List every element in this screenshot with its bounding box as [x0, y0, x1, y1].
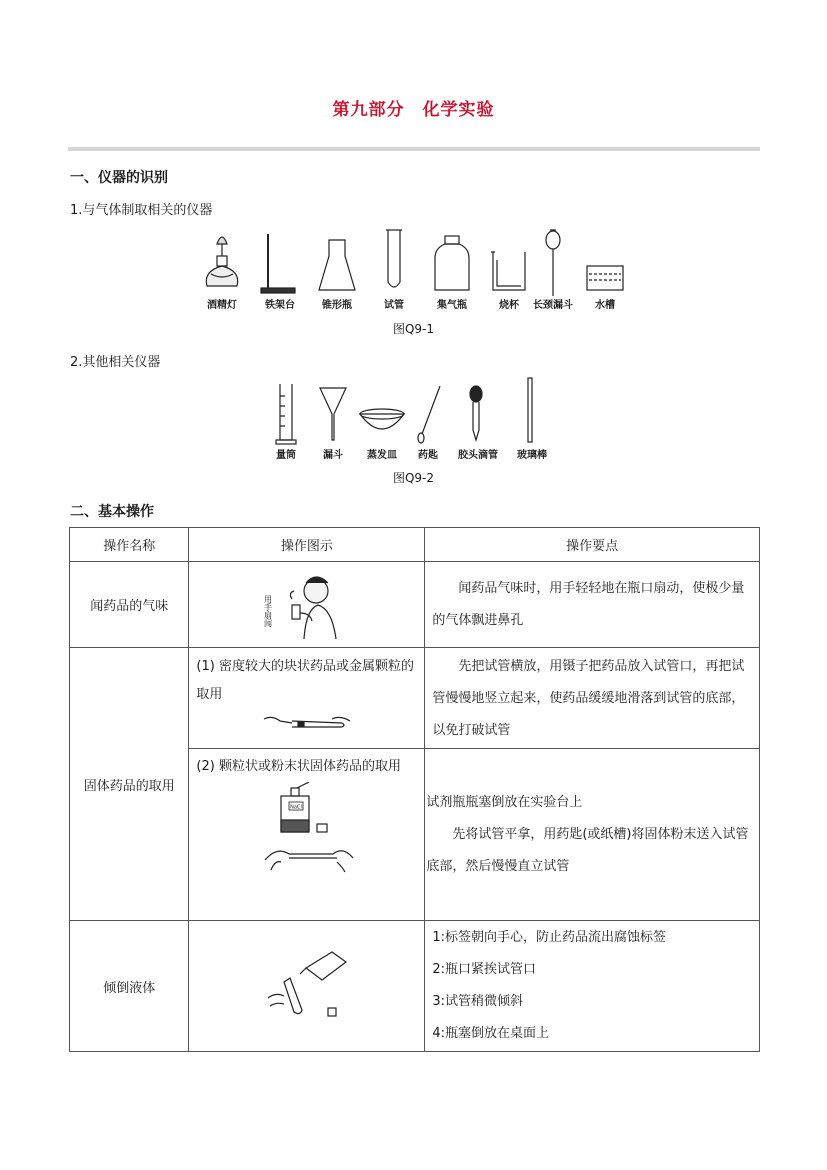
- table-row: [70, 921, 760, 1052]
- beaker-icon: [491, 252, 525, 290]
- fig1-label-0: 酒精灯: [207, 300, 237, 311]
- fig1-label-1: 铁架台: [265, 300, 295, 311]
- fig2-caption: 图Q9-2: [392, 471, 435, 485]
- figure-q9-2: [270, 374, 560, 464]
- fig2-label-3: 药匙: [418, 450, 438, 461]
- table-row: [70, 648, 760, 749]
- row3-point-1: 1:标签朝向手心，防止药品流出腐蚀标签: [432, 930, 666, 945]
- row2b-point1: 试剂瓶瓶塞倒放在实验台上: [426, 794, 583, 810]
- test-tube-icon: [386, 230, 402, 287]
- row2a-desc: (1) 密度较大的块状药品或金属颗粒的取用: [196, 659, 414, 702]
- table-row: [70, 562, 760, 648]
- row1-name: 闻药品的气味: [70, 562, 189, 648]
- graduated-cylinder-icon: [276, 384, 296, 444]
- row3-point-4: 4:瓶塞倒放在桌面上: [432, 1026, 549, 1041]
- row2b-point: [425, 749, 760, 921]
- conical-flask-icon: [319, 240, 355, 290]
- row3-figure: [189, 921, 425, 1052]
- section1-sub1: 1.与气体制取相关的仪器: [70, 203, 213, 218]
- evaporating-dish-icon: [360, 409, 404, 429]
- pouring-illustration: [262, 948, 352, 1024]
- row2b-figure: [189, 749, 425, 921]
- figure-q9-1: [195, 226, 635, 314]
- fig1-caption: 图Q9-1: [392, 322, 435, 336]
- funnel-icon: [320, 388, 346, 440]
- row2b-point2: 先将试管平拿，用药匙(或纸槽)将固体粉末送入试管底部，然后慢慢直立试管: [426, 826, 749, 874]
- smelling-illustration: [262, 569, 352, 641]
- row1-figure: [189, 562, 425, 648]
- fig1-label-5: 烧杯: [499, 300, 519, 311]
- row3-point-2: 2:瓶口紧挨试管口: [432, 962, 536, 977]
- long-neck-funnel-icon: [546, 230, 560, 296]
- fig2-label-4: 胶头滴管: [458, 450, 498, 461]
- fig1-label-3: 试管: [384, 300, 404, 311]
- row1-point: [425, 562, 760, 648]
- iron-stand-icon: [261, 234, 295, 293]
- title-divider: [68, 147, 760, 151]
- row3-points: [425, 921, 760, 1052]
- gas-bottle-icon: [435, 236, 469, 290]
- alcohol-lamp-icon: [206, 237, 237, 286]
- section2-heading: 二、基本操作: [70, 504, 154, 520]
- smell-label: 用手扇闻: [263, 594, 273, 627]
- header-figure: 操作图示: [189, 528, 425, 562]
- nacl-label: NaCl: [290, 804, 302, 811]
- water-tank-icon: [587, 266, 623, 290]
- dropper-icon: [470, 386, 482, 440]
- fig2-label-1: 漏斗: [323, 450, 343, 461]
- row2a-point: [425, 648, 760, 749]
- row1-point-text: 闻药品气味时，用手轻轻地在瓶口扇动，使极少量的气体飘进鼻孔: [432, 581, 745, 628]
- section1-heading: 一、仪器的识别: [70, 170, 168, 186]
- table-header-row: [70, 528, 760, 562]
- row3-point-3: 3:试管稍微倾斜: [432, 994, 523, 1009]
- row2a-figure: [189, 648, 425, 749]
- fig1-label-2: 锥形瓶: [322, 300, 352, 311]
- operations-table: [69, 527, 760, 1052]
- row2-name: 固体药品的取用: [70, 648, 189, 921]
- section1-sub2: 2.其他相关仪器: [70, 355, 161, 370]
- powder-illustration: [257, 782, 357, 874]
- fig1-label-4: 集气瓶: [437, 300, 467, 311]
- fig2-label-2: 蒸发皿: [367, 450, 397, 461]
- row3-name: 倾倒液体: [70, 921, 189, 1052]
- header-name: 操作名称: [70, 528, 189, 562]
- fig1-label-7: 水槽: [595, 300, 615, 311]
- page-title: 第九部分 化学实验: [332, 100, 495, 120]
- fig1-label-6: 长颈漏斗: [533, 300, 573, 311]
- row2a-point-text: 先把试管横放，用镊子把药品放入试管口，再把试管慢慢地竖立起来，使药品缓缓地滑落到试管的底部，以免打破试管: [432, 659, 745, 738]
- glass-rod-icon: [528, 378, 532, 442]
- tweezers-tube-illustration: [262, 709, 352, 737]
- fig2-label-0: 量筒: [276, 450, 296, 461]
- medicine-spoon-icon: [418, 386, 440, 443]
- fig2-label-5: 玻璃棒: [517, 450, 547, 461]
- header-points: 操作要点: [425, 528, 760, 562]
- row2b-desc: (2) 颗粒状或粉末状固体药品的取用: [196, 759, 401, 774]
